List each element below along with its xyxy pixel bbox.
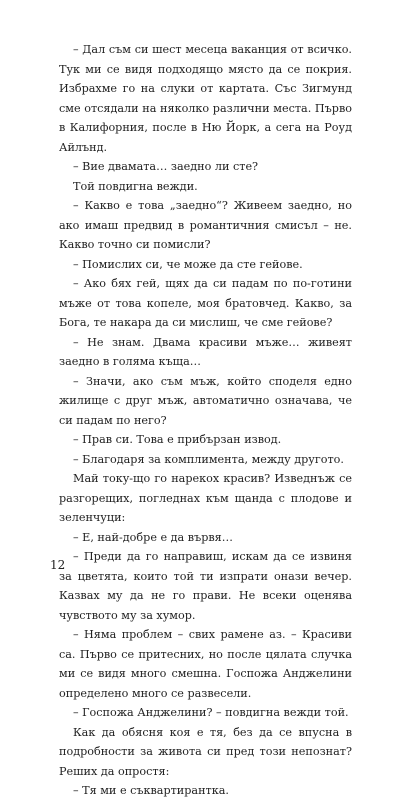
paragraph-4: – Какво е това „заедно“? Живеем заедно, но ако имаш предвид в романтичния смисъл – не. Какво точно си помисли?	[59, 199, 352, 251]
paragraph-2: – Вие двамата… заедно ли сте?	[73, 160, 259, 173]
paragraph-12: – Е, най-добре е да вървя…	[73, 530, 233, 544]
paragraph-10: – Благодаря за комплимента, между другото.	[73, 452, 344, 466]
paragraph-15: – Госпожа Анджелини? – повдигна вежди той.	[73, 706, 349, 719]
paragraph-14: – Няма проблем – свих рамене аз. – Красиви са. Първо се притесних, но после цялата случка ми се видя много смешна. Госпожа Анджелини определено много се развесели.	[59, 628, 352, 700]
paragraph-16: Как да обясня коя е тя, без да се впусна в подробности за живота си пред този непознат? Реших да опростя:	[59, 725, 352, 778]
paragraph-3: Той повдигна вежди.	[73, 179, 198, 193]
paragraph-11: Май току-що го нарекох красив? Изведнъж се разгорещих, погледнах към щанда с плодове и зеленчуци:	[59, 472, 352, 524]
paragraph-5: – Помислих си, че може да сте гейове.	[73, 257, 303, 271]
paragraph-6: – Ако бях гей, щях да си падам по по-готини мъже от това копеле, моя братовчед. Какво, за Бога, те накара да си мислиш, че сме гейове?	[59, 277, 352, 329]
paragraph-17: – Тя ми е съквартирантка.	[73, 784, 229, 797]
paragraph-7: – Не знам. Двама красиви мъже… живеят заедно в голяма къща…	[59, 335, 352, 368]
paragraph-1: – Дал съм си шест месеца ваканция от всичко. Тук ми се видя подходящо място да се покрия. Избрахме го на слуки от картата. Със Зигмунд сме отсядали на няколко различни места. Първо в Калифорния, после в Ню Йорк, а сега на Роуд Айлънд.	[59, 43, 352, 154]
paragraph-8: – Значи, ако съм мъж, който споделя едно жилище с друг мъж, автоматично означава, че си падам по него?	[59, 374, 352, 427]
paragraph-13: – Преди да го направиш, искам да се извиня за цветята, които той ти изпрати онази вечер. Казвах му да не го прави. Не всеки оценява чувството му за хумор.	[59, 550, 352, 622]
page-number: 12	[50, 558, 66, 572]
body-text	[59, 40, 352, 801]
paragraph-9: – Прав си. Това е прибързан извод.	[73, 433, 282, 446]
